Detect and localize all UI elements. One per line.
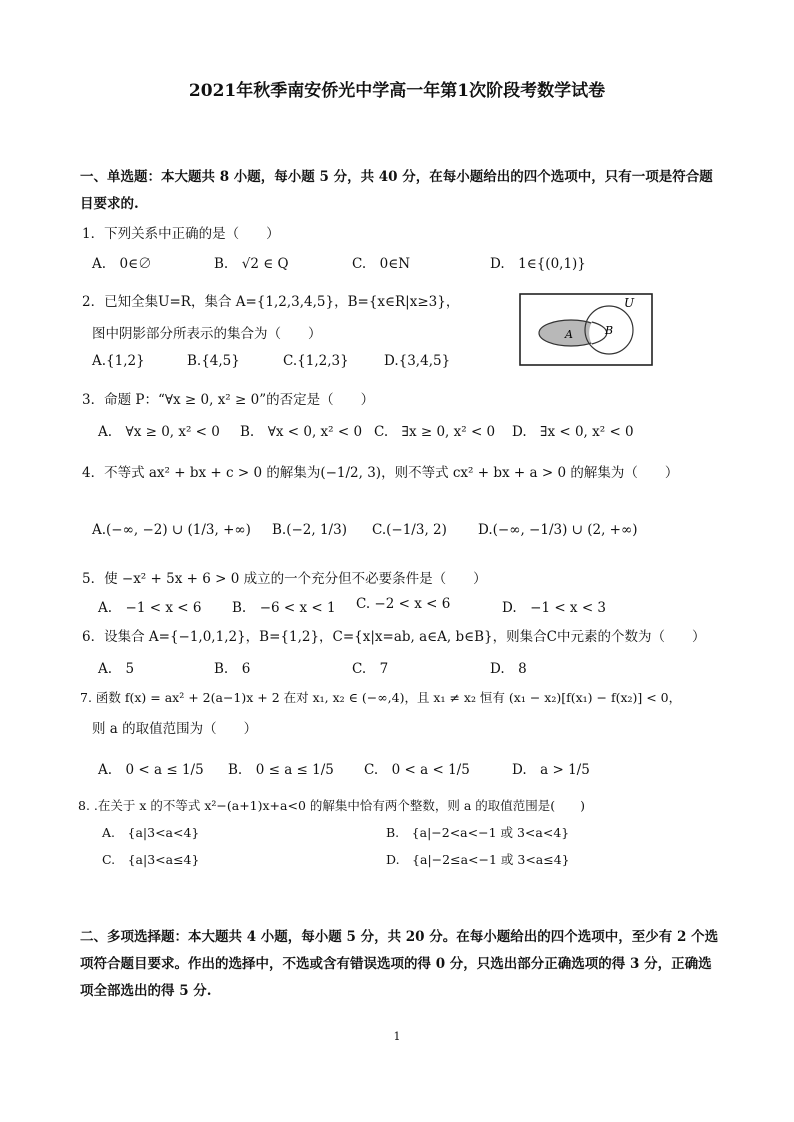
q2-option-d: D.{3,4,5} [384,353,451,369]
q7-stem: 7. 函数 f(x) = ax² + 2(a−1)x + 2 在对 x₁, x₂ ∈ (−∞,4)，且 x₁ ≠ x₂ 恒有 (x₁ − x₂)[f(x₁) − f(x₂)] < 0， [80,690,682,705]
venn-label-u: U [624,296,635,310]
q1-option-c: C. 0∈N [352,256,411,272]
q4-option-d: D.(−∞, −1/3) ∪ (2, +∞) [478,522,638,538]
venn-label-b: B [605,324,614,337]
section2-heading-line1: 二、多项选择题：本大题共 4 小题，每小题 5 分，共 20 分。在每小题给出的四个选项中，至少有 2 个选 [80,929,719,945]
q2-option-b: B.{4,5} [187,353,240,369]
q6-option-b: B. 6 [214,661,251,677]
q6-option-d: D. 8 [490,661,527,677]
q1-option-d: D. 1∈{(0,1)} [490,256,586,272]
q6-option-a: A. 5 [98,661,135,677]
page-number: 1 [393,1030,401,1043]
q1-option-a: A. 0∈∅ [92,256,152,272]
q8-option-d: D. {a|−2≤a<−1 或 3<a≤4} [386,852,570,867]
q5-option-a: A. −1 < x < 6 [98,600,202,616]
q8-option-a: A. {a|3<a<4} [102,825,200,840]
section2-heading-line2: 项符合题目要求。作出的选择中，不选或含有错误选项的得 0 分，只选出部分正确选项的得 3 分，正确选 [80,956,712,972]
q5-stem: 5．使 −x² + 5x + 6 > 0 成立的一个充分但不必要条件是（ ） [82,571,487,587]
q2-stem-line2: 图中阴影部分所表示的集合为（ ） [92,326,322,342]
q3-option-a: A. ∀x ≥ 0, x² < 0 [98,424,220,440]
venn-label-a: A [565,328,573,341]
q5-option-b: B. −6 < x < 1 [232,600,336,616]
q4-option-c: C.(−1/3, 2) [372,522,447,538]
q1-option-b: B. √2 ∈ Q [214,256,289,272]
q8-stem: 8. .在关于 x 的不等式 x²−(a+1)x+a<0 的解集中恰有两个整数，则 a 的取值范围是( ) [78,798,586,813]
q6-option-c: C. 7 [352,661,389,677]
q7-option-c: C. 0 < a < 1/5 [364,762,470,778]
q3-option-c: C. ∃x ≥ 0, x² < 0 [374,424,496,440]
q5-option-c: C. −2 < x < 6 [356,596,451,612]
q6-stem: 6．设集合 A={−1,0,1,2}，B={1,2}，C={x|x=ab, a∈A, b∈B}，则集合C中元素的个数为（ ） [82,629,706,645]
q7-option-b: B. 0 ≤ a ≤ 1/5 [228,762,334,778]
q3-option-d: D. ∃x < 0, x² < 0 [512,424,634,440]
section1-heading-line1: 一、单选题：本大题共 8 小题，每小题 5 分，共 40 分，在每小题给出的四个选项中，只有一项是符合题 [80,169,713,185]
q4-option-a: A.(−∞, −2) ∪ (1/3, +∞) [92,522,251,538]
page-title: 2021年秋季南安侨光中学高一年第1次阶段考数学试卷 [188,81,606,101]
q3-option-b: B. ∀x < 0, x² < 0 [240,424,363,440]
section2-heading-line3: 项全部选出的得 5 分. [80,983,212,999]
q7-option-d: D. a > 1/5 [512,762,590,778]
q2-stem: 2．已知全集U=R，集合 A={1,2,3,4,5}，B={x∈R|x≥3}， [82,294,460,310]
q4-stem: 4．不等式 ax² + bx + c > 0 的解集为(−1/2, 3)，则不等式 cx² + bx + a > 0 的解集为（ ） [82,465,679,481]
q8-option-b: B. {a|−2<a<−1 或 3<a<4} [386,825,570,840]
section1-heading-line2: 目要求的. [80,196,139,212]
venn-diagram [519,293,653,366]
q7-option-a: A. 0 < a ≤ 1/5 [98,762,204,778]
q3-stem: 3．命题 P：“∀x ≥ 0, x² ≥ 0”的否定是（ ） [82,392,375,408]
q1-stem: 1．下列关系中正确的是（ ） [82,226,280,242]
q2-option-a: A.{1,2} [92,353,145,369]
q4-option-b: B.(−2, 1/3) [272,522,347,538]
q5-option-d: D. −1 < x < 3 [502,600,607,616]
q8-option-c: C. {a|3<a≤4} [102,852,200,867]
q7-stem-line2: 则 a 的取值范围为（ ） [92,721,258,737]
q2-option-c: C.{1,2,3} [283,353,349,369]
